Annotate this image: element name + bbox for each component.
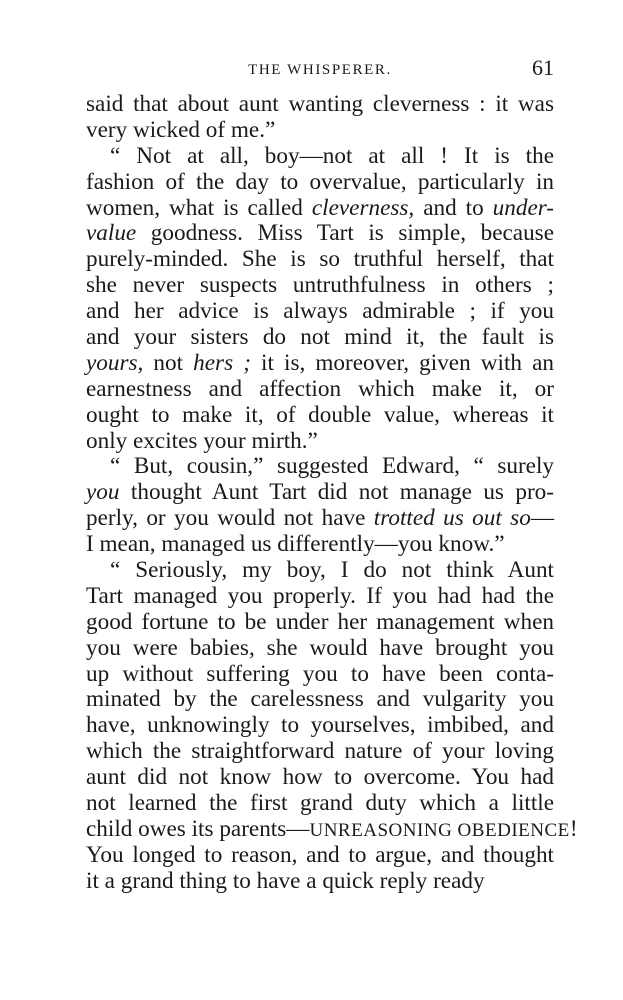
- italic-run: hers ;: [193, 349, 251, 376]
- italic-run: value: [86, 220, 137, 247]
- text-run: purely-minded. She is so truthful herself, that: [86, 246, 554, 273]
- text-run: !: [569, 815, 578, 842]
- text-run: earnestness and affection which make it, or: [86, 375, 554, 402]
- text-line: [86, 170, 554, 196]
- text-run: and her advice is always admirable ; if you: [86, 298, 554, 325]
- text-run: fashion of the day to overvalue, particularly in: [86, 168, 554, 195]
- page-number: 61: [532, 55, 554, 80]
- text-run: thought Aunt Tart did not manage us pro-: [119, 479, 554, 506]
- text-run: aunt did not know how to overcome. You had: [86, 764, 554, 791]
- text-line: [86, 739, 554, 765]
- text-run: “ But, cousin,” suggested Edward, “ surely: [110, 453, 554, 480]
- text-line: [86, 221, 554, 247]
- text-run: goodness. Miss Tart is simple, because: [136, 220, 554, 247]
- running-head: [86, 55, 554, 85]
- text-run: which the straightforward nature of your loving: [86, 738, 554, 765]
- text-run: it is, moreover, given with an: [250, 349, 554, 376]
- text-line: [86, 713, 554, 739]
- text-line: [86, 843, 554, 869]
- text-line: [86, 377, 554, 403]
- text-line: [86, 429, 554, 455]
- italic-run: trotted us out so: [373, 505, 531, 532]
- text-line: [86, 815, 578, 843]
- text-line: [86, 610, 554, 636]
- text-run: very wicked of me.”: [86, 116, 276, 143]
- text-run: and to: [414, 194, 493, 221]
- text-line: [86, 273, 554, 299]
- text-line: [86, 506, 554, 532]
- text-run: you were babies, she would have brought you: [86, 634, 554, 661]
- text-line: [86, 92, 554, 118]
- text-run: women, what is called: [86, 194, 312, 221]
- text-line: [86, 791, 554, 817]
- text-run: “ Not at all, boy—not at all ! It is the: [110, 142, 554, 169]
- italic-run: under-: [492, 194, 555, 221]
- text-run: she never suspects untruthfulness in others ;: [86, 272, 554, 299]
- text-run: not learned the first grand duty which a little: [86, 790, 554, 817]
- text-line: [86, 584, 554, 610]
- text-line: [86, 247, 554, 273]
- italic-run: yours,: [86, 349, 144, 376]
- text-line: [86, 454, 554, 480]
- running-title: THE WHISPERER.: [248, 62, 392, 78]
- text-line: [86, 196, 554, 222]
- text-run: only excites your mirth.”: [86, 427, 318, 454]
- text-line: [86, 662, 554, 688]
- text-run: minated by the carelessness and vulgarity you: [86, 686, 554, 713]
- text-run: up without suffering you to have been conta-: [86, 660, 554, 687]
- text-line: [86, 351, 554, 377]
- text-line: [86, 118, 554, 144]
- text-run: ought to make it, of double value, whereas it: [86, 401, 554, 428]
- text-run: and your sisters do not mind it, the fault is: [86, 324, 554, 351]
- text-line: [86, 403, 554, 429]
- text-run: said that about aunt wanting cleverness : it was: [86, 91, 554, 117]
- text-run: You longed to reason, and to argue, and thought: [86, 841, 554, 868]
- text-run: good fortune to be under her management when: [86, 608, 554, 635]
- text-run: not: [143, 349, 194, 376]
- body-text: [86, 91, 578, 895]
- text-line: [86, 144, 554, 170]
- italic-run: you: [86, 479, 120, 506]
- text-run: have, unknowingly to yourselves, imbibed, and: [86, 712, 554, 739]
- text-run: perly, or you would not have: [86, 505, 374, 532]
- text-run: child owes its parents—: [86, 815, 310, 842]
- text-line: [86, 299, 554, 325]
- text-run: —: [530, 505, 554, 532]
- text-line: [86, 687, 554, 713]
- text-run: I mean, managed us differently—you know.”: [86, 531, 505, 558]
- text-run: it a grand thing to have a quick reply ready: [86, 867, 485, 894]
- italic-run: cleverness,: [311, 194, 415, 221]
- text-line: [86, 869, 554, 895]
- text-line: [86, 558, 554, 584]
- text-run: Tart managed you properly. If you had had the: [86, 582, 554, 609]
- text-line: [86, 765, 554, 791]
- small-caps-run: UNREASONING OBEDIENCE: [309, 819, 570, 841]
- text-line: [86, 636, 554, 662]
- text-run: “ Seriously, my boy, I do not think Aunt: [110, 557, 554, 584]
- text-line: [86, 480, 554, 506]
- text-line: [86, 325, 554, 351]
- text-line: [86, 532, 554, 558]
